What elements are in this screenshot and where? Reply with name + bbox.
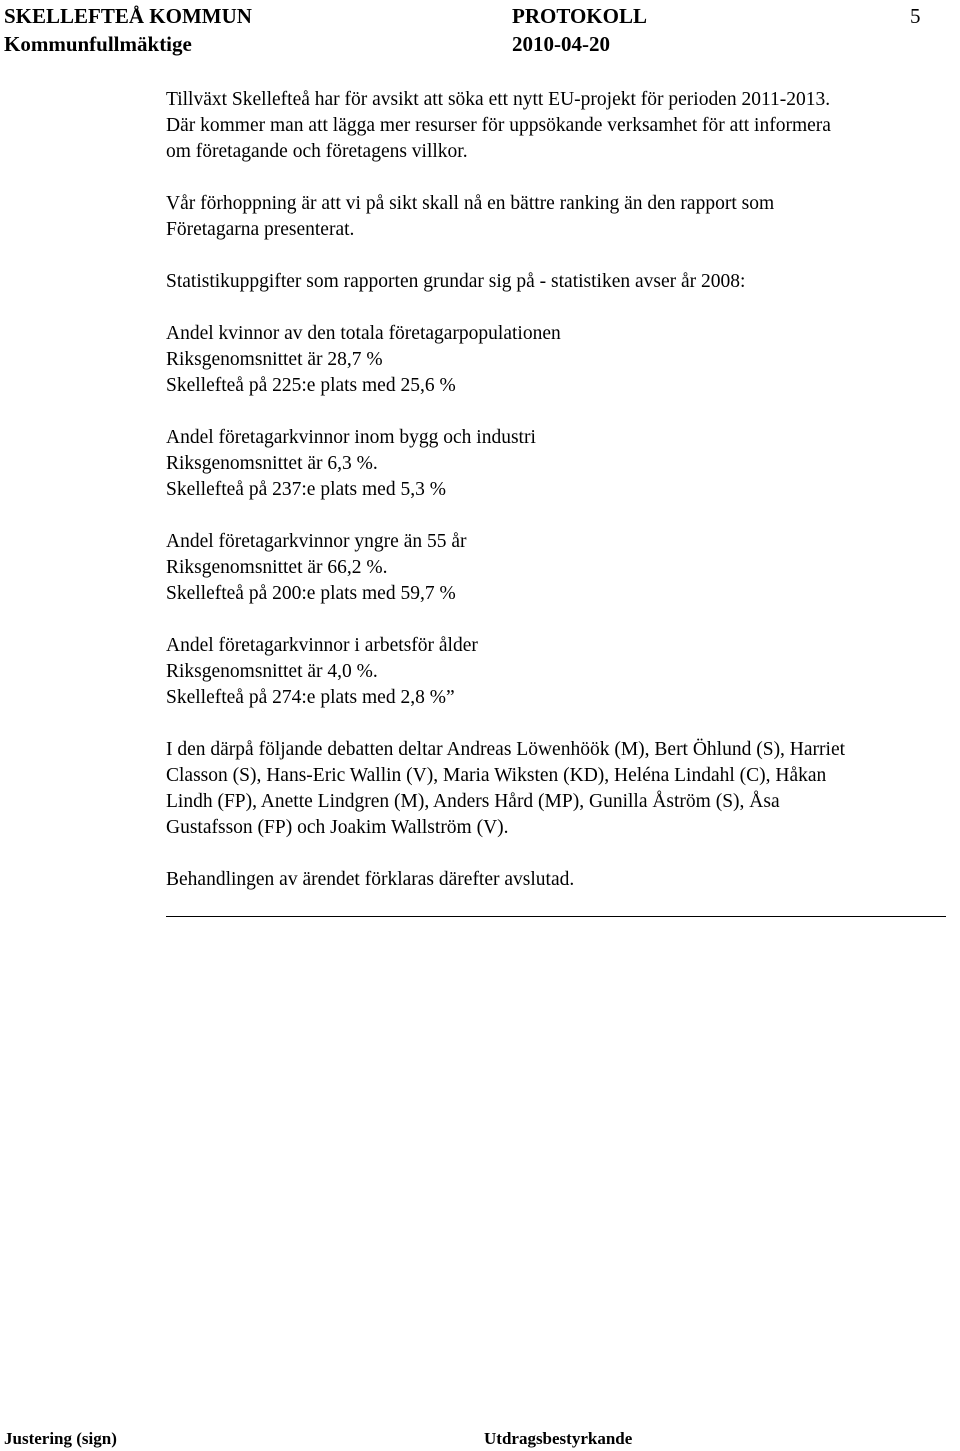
stat-heading: Andel kvinnor av den totala företagarpopulationen — [166, 323, 561, 344]
stat-heading: Andel företagarkvinnor i arbetsför ålder — [166, 635, 478, 656]
stat-average: Riksgenomsnittet är 4,0 %. — [166, 661, 378, 682]
text-line: Statistikuppgifter som rapporten grundar sig på - statistiken avser år 2008: — [166, 271, 746, 292]
stat-average: Riksgenomsnittet är 28,7 % — [166, 349, 383, 370]
text-line: Gustafsson (FP) och Joakim Wallström (V). — [166, 817, 509, 838]
text-line: Lindh (FP), Anette Lindgren (M), Anders Hård (MP), Gunilla Åström (S), Åsa — [166, 791, 780, 812]
text-line: Classon (S), Hans-Eric Wallin (V), Maria Wiksten (KD), Heléna Lindahl (C), Håkan — [166, 765, 827, 786]
text-line: I den därpå följande debatten deltar Andreas Löwenhöök (M), Bert Öhlund (S), Harriet — [166, 739, 846, 760]
stat-ranking: Skellefteå på 237:e plats med 5,3 % — [166, 479, 446, 500]
stat-average: Riksgenomsnittet är 66,2 %. — [166, 557, 388, 578]
separator-rule — [166, 916, 946, 917]
stat-ranking: Skellefteå på 200:e plats med 59,7 % — [166, 583, 456, 604]
document-date: 2010-04-20 — [512, 32, 610, 56]
text-line: om företagande och företagens villkor. — [166, 141, 468, 162]
closing-line: Behandlingen av ärendet förklaras därefter avslutad. — [166, 869, 575, 890]
stat-ranking: Skellefteå på 274:e plats med 2,8 %” — [166, 687, 455, 708]
org-name: SKELLEFTEÅ KOMMUN — [4, 4, 252, 28]
text-line: Där kommer man att lägga mer resurser för uppsökande verksamhet för att informera — [166, 115, 831, 136]
page-number: 5 — [910, 4, 921, 28]
document-body — [166, 87, 845, 893]
committee-name: Kommunfullmäktige — [4, 32, 192, 56]
footer-justering: Justering (sign) — [4, 1429, 117, 1448]
text-line: Företagarna presenterat. — [166, 219, 355, 240]
stat-heading: Andel företagarkvinnor yngre än 55 år — [166, 531, 467, 552]
stat-average: Riksgenomsnittet är 6,3 %. — [166, 453, 378, 474]
document-type: PROTOKOLL — [512, 4, 647, 28]
stat-heading: Andel företagarkvinnor inom bygg och industri — [166, 427, 536, 448]
text-line: Vår förhoppning är att vi på sikt skall nå en bättre ranking än den rapport som — [166, 193, 775, 214]
footer-utdragsbestyrkande: Utdragsbestyrkande — [484, 1429, 633, 1448]
stat-ranking: Skellefteå på 225:e plats med 25,6 % — [166, 375, 456, 396]
text-line: Tillväxt Skellefteå har för avsikt att söka ett nytt EU-projekt för perioden 2011-2013. — [166, 89, 831, 110]
